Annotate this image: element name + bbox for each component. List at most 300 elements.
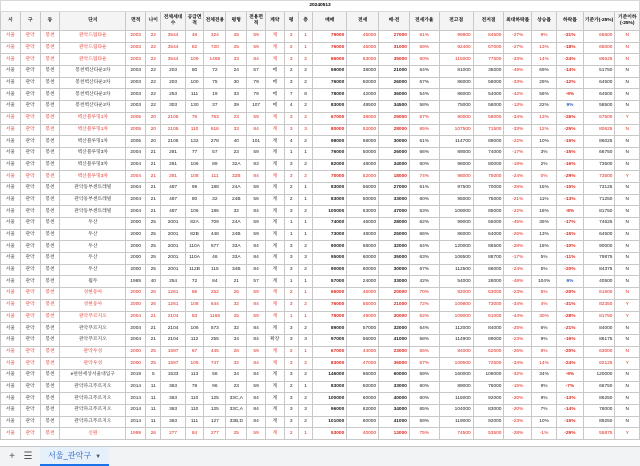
table-cell[interactable]: 9% (557, 101, 583, 113)
table-cell[interactable]: 봉천 (40, 393, 60, 405)
table-cell[interactable]: 1 (298, 346, 312, 358)
table-cell[interactable]: 계 (265, 264, 284, 276)
table-cell[interactable]: -12% (557, 77, 583, 89)
table-cell[interactable]: 봉천 (40, 369, 60, 381)
table-cell[interactable]: 86000 (347, 369, 379, 381)
table-cell[interactable]: 59 (247, 311, 266, 323)
add-sheet-icon[interactable]: + (9, 451, 15, 462)
table-cell[interactable]: 매 (265, 101, 284, 113)
table-cell[interactable]: 33000 (379, 194, 410, 206)
table-cell[interactable]: 59000 (473, 112, 504, 124)
table-cell[interactable]: 2104 (161, 311, 185, 323)
table-cell[interactable]: 56 (204, 369, 226, 381)
table-cell[interactable]: -13% (557, 194, 583, 206)
table-cell[interactable]: 120000 (583, 369, 615, 381)
table-cell[interactable]: 65% (409, 124, 439, 136)
table-cell[interactable]: 109000 (473, 369, 504, 381)
table-cell[interactable]: 봉천 (40, 253, 60, 265)
table-cell[interactable]: 747 (204, 358, 226, 370)
column-header[interactable]: 전체세대수 (161, 12, 185, 31)
table-cell[interactable]: 11% (531, 194, 556, 206)
table-cell[interactable]: 서울 (1, 136, 21, 148)
table-cell[interactable]: 48000 (347, 229, 379, 241)
table-cell[interactable]: -33% (504, 124, 531, 136)
table-cell[interactable]: 203 (161, 77, 185, 89)
table-cell[interactable]: 96 (204, 381, 226, 393)
table-cell[interactable]: 계 (265, 405, 284, 417)
table-cell[interactable]: 서울 (1, 253, 21, 265)
table-cell[interactable]: 45000 (347, 42, 379, 54)
table-cell[interactable]: 34 (226, 334, 247, 346)
table-cell[interactable]: 6% (557, 276, 583, 288)
column-header[interactable]: 최대하락률 (504, 12, 531, 31)
table-cell[interactable]: 1 (298, 218, 312, 230)
table-cell[interactable]: 2004 (126, 206, 146, 218)
table-cell[interactable]: 86025 (583, 136, 615, 148)
table-cell[interactable]: 계 (265, 369, 284, 381)
table-cell[interactable]: 2 (298, 416, 312, 428)
table-cell[interactable]: 2 (284, 346, 298, 358)
table-cell[interactable]: 44000 (347, 346, 379, 358)
table-cell[interactable]: 23 (226, 112, 247, 124)
table-cell[interactable]: 80 (185, 194, 204, 206)
table-cell[interactable]: 66% (409, 229, 439, 241)
table-cell[interactable]: -28% (557, 311, 583, 323)
table-cell[interactable]: 23 (226, 381, 247, 393)
table-cell[interactable]: 86000 (473, 264, 504, 276)
table-cell[interactable]: 25 (146, 358, 161, 370)
table-cell[interactable]: 146000 (313, 369, 347, 381)
table-cell[interactable]: 관악 (20, 428, 40, 440)
column-header[interactable]: 평형 (226, 12, 247, 31)
table-cell[interactable]: 111 (204, 171, 226, 183)
table-cell[interactable]: 30 (226, 77, 247, 89)
table-cell[interactable]: 관악동부센트레빌 (60, 206, 126, 218)
table-cell[interactable]: 관악 (20, 206, 40, 218)
table-cell[interactable]: 관악 (20, 194, 40, 206)
table-cell[interactable]: 40000 (347, 428, 379, 440)
table-cell[interactable]: 2 (298, 66, 312, 78)
table-cell[interactable]: 125 (204, 405, 226, 417)
table-cell[interactable]: 59 (247, 112, 266, 124)
table-cell[interactable]: 95000 (439, 194, 473, 206)
table-cell[interactable]: 115000 (439, 393, 473, 405)
table-cell[interactable]: 계 (265, 159, 284, 171)
table-cell[interactable]: 3544 (161, 42, 185, 54)
column-header[interactable]: 동 (40, 12, 60, 31)
table-cell[interactable]: 2 (284, 381, 298, 393)
table-cell[interactable]: 38000 (347, 66, 379, 78)
table-cell[interactable]: 59 (247, 147, 266, 159)
table-cell[interactable]: 2 (298, 77, 312, 89)
table-cell[interactable]: 82125 (583, 358, 615, 370)
table-cell[interactable]: 서울 (1, 171, 21, 183)
table-cell[interactable]: -33% (504, 54, 531, 66)
table-cell[interactable]: 25 (146, 253, 161, 265)
table-cell[interactable]: 관악 (20, 311, 40, 323)
table-cell[interactable]: 34000 (379, 405, 410, 417)
table-cell[interactable]: 67% (409, 264, 439, 276)
table-cell[interactable]: 98000 (439, 171, 473, 183)
table-cell[interactable]: -44% (504, 311, 531, 323)
table-cell[interactable]: -29% (557, 428, 583, 440)
table-cell[interactable]: 84 (247, 405, 266, 417)
table-cell[interactable]: 5% (531, 288, 556, 300)
table-cell[interactable]: -23% (504, 288, 531, 300)
table-cell[interactable]: 58000 (473, 101, 504, 113)
table-cell[interactable]: N (615, 66, 640, 78)
table-cell[interactable]: 20 (146, 112, 161, 124)
table-cell[interactable]: 계 (265, 346, 284, 358)
table-cell[interactable]: N (615, 159, 640, 171)
table-cell[interactable]: -31% (557, 31, 583, 43)
table-cell[interactable]: 관악 (20, 264, 40, 276)
table-cell[interactable]: Y (615, 311, 640, 323)
table-cell[interactable]: 3 (284, 299, 298, 311)
table-cell[interactable]: -22% (504, 206, 531, 218)
table-cell[interactable]: 38000 (347, 112, 379, 124)
table-cell[interactable]: 84 (247, 334, 266, 346)
table-cell[interactable]: 76000 (313, 147, 347, 159)
table-cell[interactable]: 41000 (379, 334, 410, 346)
table-cell[interactable]: 110A (185, 241, 204, 253)
table-cell[interactable]: 4% (531, 299, 556, 311)
table-cell[interactable]: 96000 (313, 405, 347, 417)
table-cell[interactable]: 계 (265, 194, 284, 206)
table-cell[interactable]: 40 (226, 136, 247, 148)
table-cell[interactable]: 84000 (583, 323, 615, 335)
table-cell[interactable]: -20% (557, 346, 583, 358)
table-cell[interactable]: 107 (247, 101, 266, 113)
table-cell[interactable]: 봉천 (40, 112, 60, 124)
table-cell[interactable]: 2003 (126, 89, 146, 101)
table-cell[interactable]: 관악파크푸르지오 (60, 405, 126, 417)
table-cell[interactable]: 106 (185, 323, 204, 335)
table-cell[interactable]: 80000 (313, 124, 347, 136)
table-cell[interactable]: 84 (247, 416, 266, 428)
table-cell[interactable]: 130 (185, 101, 204, 113)
table-cell[interactable]: 25 (226, 42, 247, 54)
table-cell[interactable]: 65% (409, 405, 439, 417)
table-cell[interactable]: 2 (298, 101, 312, 113)
table-cell[interactable]: 계 (265, 416, 284, 428)
table-cell[interactable]: 41000 (379, 416, 410, 428)
table-cell[interactable]: 60000 (347, 393, 379, 405)
table-cell[interactable]: 36000 (379, 89, 410, 101)
table-cell[interactable]: 14% (531, 54, 556, 66)
table-cell[interactable]: 445 (204, 346, 226, 358)
table-cell[interactable]: 64500 (473, 31, 504, 43)
table-cell[interactable]: 56 (247, 194, 266, 206)
table-cell[interactable]: 3544 (161, 31, 185, 43)
table-cell[interactable]: 61% (409, 31, 439, 43)
table-cell[interactable]: 25 (146, 241, 161, 253)
table-cell[interactable]: 서울 (1, 42, 21, 54)
table-cell[interactable]: 32000 (379, 241, 410, 253)
table-cell[interactable]: 78 (185, 381, 204, 393)
table-cell[interactable]: 101000 (313, 416, 347, 428)
table-cell[interactable]: 81000 (439, 66, 473, 78)
table-cell[interactable]: 763 (204, 112, 226, 124)
table-cell[interactable]: 1 (298, 276, 312, 288)
all-sheets-menu-icon[interactable]: ☰ (23, 451, 33, 462)
table-cell[interactable]: 2003 (126, 31, 146, 43)
table-cell[interactable]: N (615, 416, 640, 428)
table-cell[interactable]: 2019 (126, 369, 146, 381)
table-cell[interactable]: 74500 (439, 428, 473, 440)
table-cell[interactable]: 120000 (439, 241, 473, 253)
table-cell[interactable]: 3 (284, 323, 298, 335)
table-cell[interactable]: 11 (146, 393, 161, 405)
table-cell[interactable]: 22 (146, 77, 161, 89)
table-cell[interactable]: 2 (284, 42, 298, 54)
table-cell[interactable]: 봉천 (40, 428, 60, 440)
table-cell[interactable]: 86000 (439, 89, 473, 101)
table-cell[interactable]: 82000 (439, 288, 473, 300)
table-cell[interactable]: 72 (204, 66, 226, 78)
table-cell[interactable]: 2003 (126, 77, 146, 89)
table-cell[interactable]: 577 (204, 241, 226, 253)
table-cell[interactable]: 봉천 (40, 159, 60, 171)
table-cell[interactable]: 111 (185, 89, 204, 101)
table-cell[interactable]: 35% (531, 218, 556, 230)
table-cell[interactable]: 27000 (379, 182, 410, 194)
table-cell[interactable]: 서울 (1, 428, 21, 440)
table-cell[interactable]: 2014 (126, 416, 146, 428)
table-cell[interactable]: 15% (531, 182, 556, 194)
table-cell[interactable]: 64% (409, 66, 439, 78)
table-cell[interactable]: N (615, 276, 640, 288)
table-cell[interactable]: 관악 (20, 31, 40, 43)
column-header[interactable]: 단지 (60, 12, 126, 31)
table-cell[interactable]: 46 (204, 253, 226, 265)
table-cell[interactable]: 22 (146, 101, 161, 113)
table-cell[interactable]: N (615, 89, 640, 101)
table-cell[interactable]: 56000 (347, 334, 379, 346)
table-cell[interactable]: N (615, 182, 640, 194)
table-cell[interactable]: 76000 (313, 299, 347, 311)
table-cell[interactable]: 계 (265, 54, 284, 66)
table-cell[interactable]: 720 (204, 42, 226, 54)
table-cell[interactable]: N (615, 124, 640, 136)
table-cell[interactable]: 109000 (439, 206, 473, 218)
table-cell[interactable]: 82350 (583, 299, 615, 311)
table-cell[interactable]: 2 (284, 194, 298, 206)
table-cell[interactable]: 관악 (20, 171, 40, 183)
table-cell[interactable]: 관악 (20, 358, 40, 370)
table-cell[interactable]: 89 (204, 159, 226, 171)
table-cell[interactable]: 서울 (1, 124, 21, 136)
table-cell[interactable]: 관악동부센트레빌 (60, 182, 126, 194)
table-cell[interactable]: -23% (504, 416, 531, 428)
table-cell[interactable]: 99 (185, 182, 204, 194)
table-cell[interactable]: 107500 (439, 124, 473, 136)
table-cell[interactable]: 67500 (583, 112, 615, 124)
table-cell[interactable]: 86250 (583, 393, 615, 405)
table-cell[interactable]: 28000 (473, 276, 504, 288)
table-cell[interactable]: 50000 (347, 381, 379, 393)
table-cell[interactable]: 21 (146, 147, 161, 159)
table-cell[interactable]: 계 (265, 276, 284, 288)
table-cell[interactable]: -48% (504, 276, 531, 288)
table-cell[interactable]: 2000 (126, 241, 146, 253)
table-cell[interactable]: 73000 (313, 229, 347, 241)
column-header[interactable]: 계약 (265, 12, 284, 31)
table-cell[interactable]: 관악 (20, 253, 40, 265)
table-cell[interactable]: 84000 (439, 346, 473, 358)
table-cell[interactable]: 83000 (313, 182, 347, 194)
table-cell[interactable]: 계 (265, 31, 284, 43)
table-cell[interactable]: 벽산블루밍3차 (60, 171, 126, 183)
table-cell[interactable]: 관악푸르지오 (60, 334, 126, 346)
table-cell[interactable]: 74625 (583, 218, 615, 230)
table-cell[interactable]: N (615, 288, 640, 300)
table-cell[interactable]: 32A (226, 159, 247, 171)
table-cell[interactable]: 29000 (379, 112, 410, 124)
table-cell[interactable]: 2004 (126, 323, 146, 335)
table-cell[interactable]: 26 (146, 288, 161, 300)
table-cell[interactable]: 53% (409, 206, 439, 218)
table-cell[interactable]: 84 (247, 124, 266, 136)
column-header[interactable]: 전고점 (439, 12, 473, 31)
table-cell[interactable]: 2 (298, 54, 312, 66)
table-cell[interactable]: 봉천 (40, 229, 60, 241)
table-cell[interactable]: 관악 (20, 147, 40, 159)
table-cell[interactable]: 86175 (583, 334, 615, 346)
table-cell[interactable]: 2 (298, 171, 312, 183)
table-cell[interactable]: 관악 (20, 346, 40, 358)
table-cell[interactable]: 84 (185, 428, 204, 440)
table-cell[interactable]: 관악 (20, 369, 40, 381)
table-cell[interactable]: -31% (557, 299, 583, 311)
table-cell[interactable]: 3 (284, 405, 298, 417)
table-cell[interactable]: 64500 (583, 77, 615, 89)
table-cell[interactable]: 66% (409, 147, 439, 159)
table-cell[interactable]: 61000 (473, 311, 504, 323)
table-cell[interactable]: 56% (531, 89, 556, 101)
table-cell[interactable]: 71500 (473, 124, 504, 136)
table-cell[interactable]: 11 (146, 405, 161, 417)
table-cell[interactable]: 80625 (583, 124, 615, 136)
table-cell[interactable]: 79 (247, 77, 266, 89)
table-cell[interactable]: 115000 (439, 54, 473, 66)
table-cell[interactable]: 관악 (20, 136, 40, 148)
table-cell[interactable]: 봉천 (40, 264, 60, 276)
table-cell[interactable]: 125 (204, 393, 226, 405)
table-cell[interactable]: 79000 (313, 31, 347, 43)
table-cell[interactable]: 관악 (20, 241, 40, 253)
table-cell[interactable]: N (615, 31, 640, 43)
table-cell[interactable]: 1597 (161, 358, 185, 370)
table-cell[interactable]: 1 (298, 194, 312, 206)
table-cell[interactable]: 서울 (1, 112, 21, 124)
table-cell[interactable]: 1 (298, 229, 312, 241)
table-cell[interactable]: -16% (557, 334, 583, 346)
table-cell[interactable]: 83 (185, 311, 204, 323)
table-cell[interactable]: 18% (531, 241, 556, 253)
column-header[interactable]: 전세가율 (409, 12, 439, 31)
table-cell[interactable]: 89000 (473, 136, 504, 148)
table-cell[interactable]: 봉천 (40, 124, 60, 136)
table-cell[interactable]: 성현동아 (60, 299, 126, 311)
table-cell[interactable]: 2 (298, 323, 312, 335)
table-cell[interactable]: 59 (247, 428, 266, 440)
table-cell[interactable]: 1 (298, 311, 312, 323)
table-cell[interactable]: 서울 (1, 31, 21, 43)
table-cell[interactable]: 73125 (583, 182, 615, 194)
table-cell[interactable]: 관악우성 (60, 358, 126, 370)
table-cell[interactable]: 봉천벽산타운2차 (60, 101, 126, 113)
table-cell[interactable]: 3 (284, 206, 298, 218)
table-cell[interactable]: 75% (409, 428, 439, 440)
table-cell[interactable]: -15% (504, 381, 531, 393)
table-cell[interactable]: 86500 (473, 241, 504, 253)
table-cell[interactable]: 62% (409, 311, 439, 323)
table-cell[interactable]: 32 (226, 358, 247, 370)
table-cell[interactable]: 관악우성 (60, 346, 126, 358)
table-cell[interactable]: N (615, 77, 640, 89)
table-cell[interactable]: 363 (161, 381, 185, 393)
table-cell[interactable]: 60000 (347, 253, 379, 265)
column-header[interactable]: 하락률 (557, 12, 583, 31)
table-cell[interactable]: 278 (204, 136, 226, 148)
table-cell[interactable]: 관악 (20, 77, 40, 89)
table-cell[interactable]: 24A (226, 182, 247, 194)
table-cell[interactable]: 2001 (161, 241, 185, 253)
table-cell[interactable]: 112B (185, 264, 204, 276)
table-cell[interactable]: -34% (504, 299, 531, 311)
table-cell[interactable]: 두산 (60, 264, 126, 276)
table-cell[interactable]: 서울 (1, 229, 21, 241)
table-cell[interactable]: N (615, 206, 640, 218)
table-cell[interactable]: 서울 (1, 241, 21, 253)
table-cell[interactable]: 60% (409, 194, 439, 206)
table-cell[interactable]: -25% (504, 323, 531, 335)
table-cell[interactable]: 57 (247, 276, 266, 288)
table-cell[interactable]: Y (615, 112, 640, 124)
table-cell[interactable]: 28000 (379, 124, 410, 136)
table-cell[interactable]: 57 (247, 66, 266, 78)
table-cell[interactable]: 2 (284, 182, 298, 194)
table-cell[interactable]: 3544 (161, 54, 185, 66)
table-cell[interactable]: 68000 (347, 136, 379, 148)
table-cell[interactable]: 관악 (20, 218, 40, 230)
table-cell[interactable]: 98000 (313, 136, 347, 148)
table-cell[interactable]: 2005 (126, 136, 146, 148)
table-cell[interactable]: 2004 (126, 147, 146, 159)
table-cell[interactable]: 60000 (379, 369, 410, 381)
table-cell[interactable]: 24B (226, 194, 247, 206)
table-cell[interactable]: 2000 (126, 253, 146, 265)
table-cell[interactable]: 83000 (313, 101, 347, 113)
table-cell[interactable]: 서울 (1, 346, 21, 358)
table-cell[interactable]: 64% (409, 241, 439, 253)
table-cell[interactable]: 34500 (379, 101, 410, 113)
table-cell[interactable]: 89000 (473, 334, 504, 346)
column-header[interactable]: 전체전용 (204, 12, 226, 31)
table-cell[interactable]: 10% (531, 416, 556, 428)
table-cell[interactable]: 67000 (313, 346, 347, 358)
table-cell[interactable]: 53500 (473, 428, 504, 440)
table-cell[interactable]: 26 (146, 428, 161, 440)
table-cell[interactable]: 서울 (1, 288, 21, 300)
table-cell[interactable]: 99800 (439, 31, 473, 43)
table-cell[interactable]: 35000 (379, 253, 410, 265)
table-cell[interactable]: -24% (504, 264, 531, 276)
table-cell[interactable]: 두산 (60, 218, 126, 230)
table-cell[interactable]: 53000 (347, 206, 379, 218)
table-cell[interactable]: 57000 (313, 276, 347, 288)
